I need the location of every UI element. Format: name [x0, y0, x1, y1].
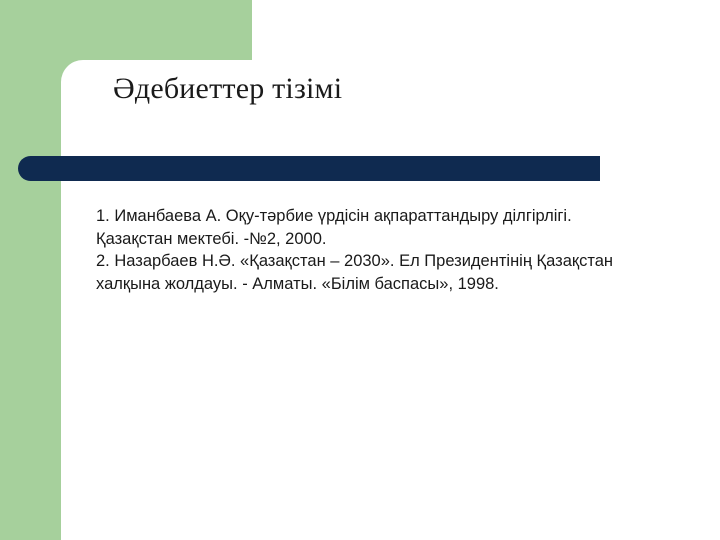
reference-line: 2. Назарбаев Н.Ә. «Қазақстан – 2030». Ел Президентінің Қазақстан: [96, 252, 614, 270]
reference-list: [96, 205, 696, 295]
slide-title: Әдебиеттер тізімі: [113, 72, 343, 105]
reference-line: 1. Иманбаева А. Оқу-тәрбие үрдісін ақпараттандыру ділгірлігі.: [96, 207, 572, 225]
content-panel: [61, 60, 720, 540]
green-decoration-left: [0, 0, 61, 540]
reference-line: халқына жолдауы. - Алматы. «Білім баспасы», 1998.: [96, 274, 499, 293]
title-divider-bar: [18, 156, 600, 181]
reference-line: Қазақстан мектебі. -№2, 2000.: [96, 229, 327, 248]
